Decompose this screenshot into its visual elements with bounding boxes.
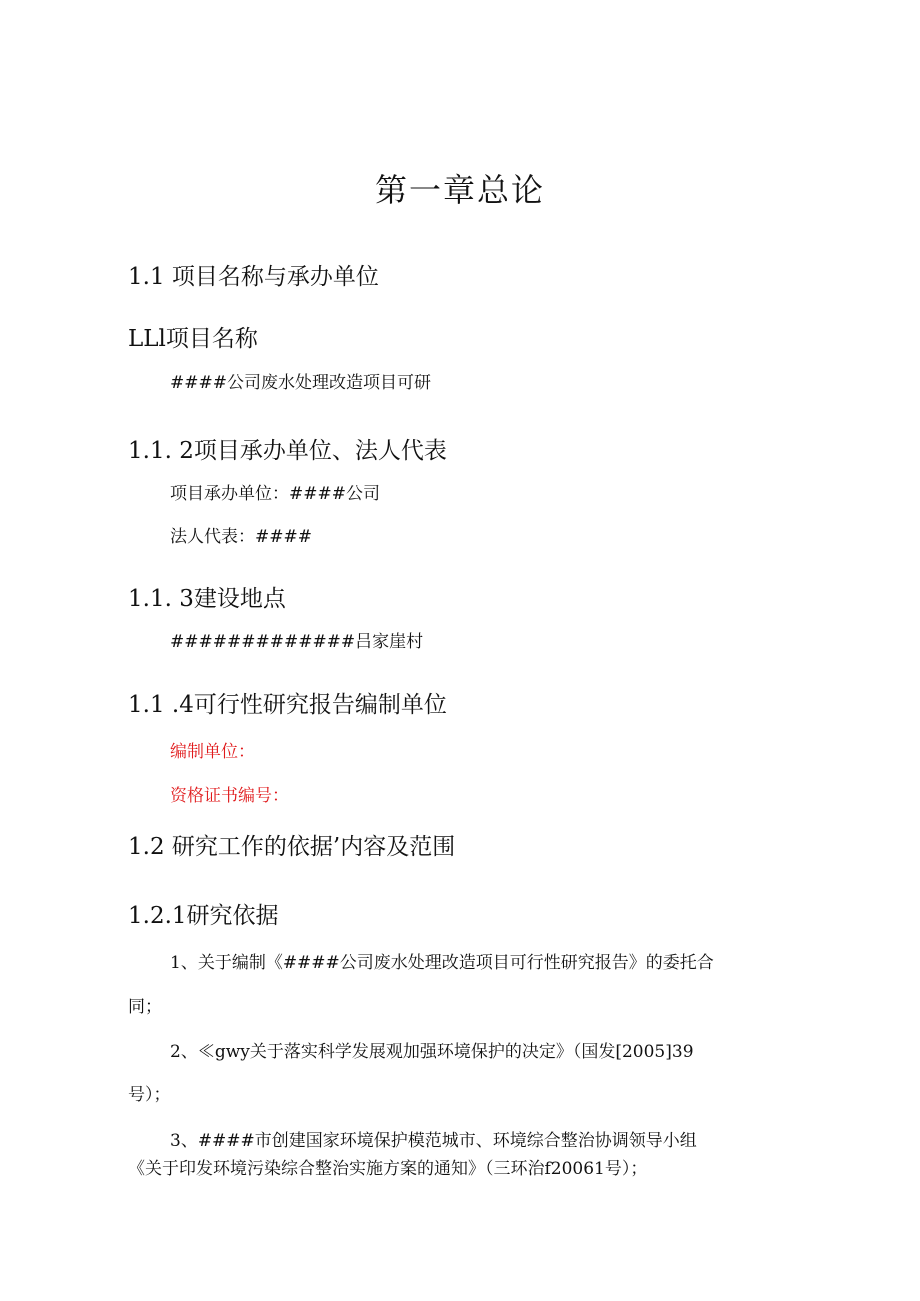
section-heading-1-1-2: 1.1. 2项目承办单位、法人代表 [128, 438, 447, 464]
basis-item-1-line2: 同； [128, 997, 162, 1017]
chapter-title: 第一章总论 [374, 171, 545, 209]
section-heading-1-1: 1.1 项目名称与承办单位 [128, 264, 379, 290]
project-name-text: ####公司废水处理改造项目可研 [170, 373, 431, 393]
organizer-text: 项目承办单位：####公司 [170, 484, 380, 504]
section-heading-1-2: 1.2 研究工作的依据’内容及范围 [128, 834, 456, 860]
cert-number-text: 资格证书编号： [170, 786, 289, 806]
location-text: #############吕家崖村 [170, 632, 424, 652]
compiler-text: 编制单位： [170, 742, 255, 762]
legal-rep-text: 法人代表：#### [170, 527, 312, 547]
basis-item-3-line2: 《关于印发环境污染综合整治实施方案的通知》（三环治f20061号）； [128, 1159, 648, 1179]
basis-item-1-line1: 1、关于编制《####公司废水处理改造项目可行性研究报告》的委托合 [170, 953, 714, 973]
section-heading-1-1-1: LLl项目名称 [128, 326, 258, 352]
basis-item-2-line1: 2、≪gwy关于落实科学发展观加强环境保护的决定》（国发[2005]39 [170, 1042, 694, 1062]
basis-item-3-line1: 3、####市创建国家环境保护模范城市、环境综合整治协调领导小组 [170, 1131, 697, 1151]
section-heading-1-1-4: 1.1 .4可行性研究报告编制单位 [128, 692, 447, 718]
section-heading-1-1-3: 1.1. 3建设地点 [128, 586, 286, 612]
basis-item-2-line2: 号）； [128, 1085, 171, 1105]
section-heading-1-2-1: 1.2.1研究依据 [128, 903, 279, 929]
